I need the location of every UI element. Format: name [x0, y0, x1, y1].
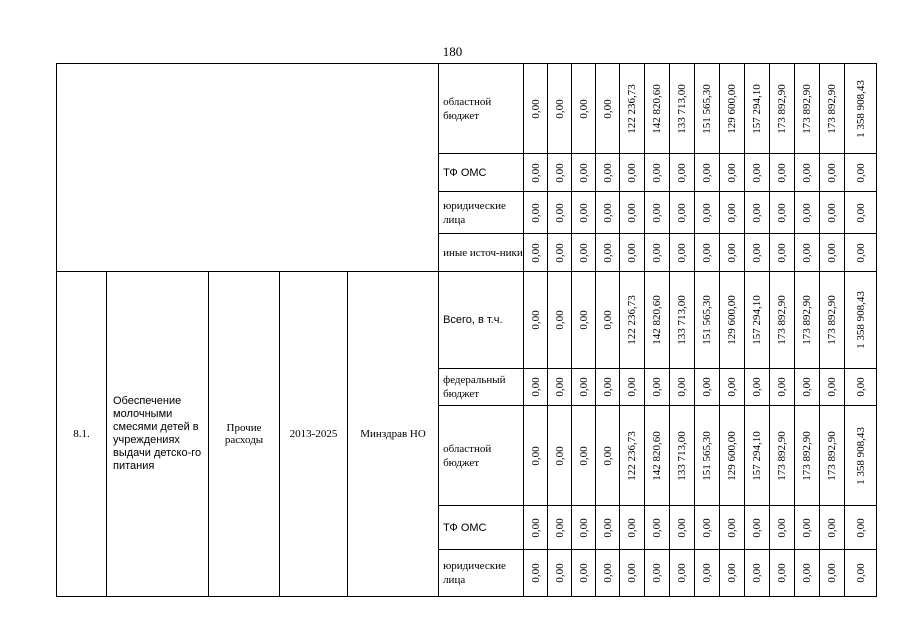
funding-source: иные источ-ники	[439, 234, 524, 272]
amount-cell	[770, 234, 795, 272]
amount-value: 0,00	[751, 517, 764, 538]
amount-value: 0,00	[776, 242, 789, 263]
amount-value: 129 600,00	[726, 83, 739, 134]
amount-value: 0,00	[826, 162, 839, 183]
amount-value: 0,00	[529, 445, 542, 466]
amount-cell	[596, 550, 620, 597]
amount-value: 0,00	[601, 202, 614, 223]
amount-cell	[795, 192, 820, 234]
amount-value: 0,00	[776, 377, 789, 397]
amount-value: 0,00	[529, 310, 542, 330]
amount-cell	[745, 192, 770, 234]
executor: Минздрав НО	[348, 272, 439, 597]
amount-cell	[670, 154, 695, 192]
funding-source: ТФ ОМС	[439, 506, 524, 550]
amount-value: 0,00	[577, 310, 590, 330]
amount-value: 0,00	[854, 242, 867, 263]
amount-value: 0,00	[601, 445, 614, 466]
table-row	[57, 272, 877, 369]
amount-value: 0,00	[601, 162, 614, 183]
amount-cell	[795, 406, 820, 506]
amount-cell	[645, 369, 670, 406]
amount-cell	[596, 506, 620, 550]
amount-value: 0,00	[651, 242, 664, 263]
amount-value: 157 294,10	[751, 83, 764, 134]
amount-value: 0,00	[651, 563, 664, 583]
amount-cell	[645, 192, 670, 234]
amount-value: 0,00	[676, 202, 689, 223]
amount-cell	[524, 272, 548, 369]
amount-cell	[695, 64, 720, 154]
amount-cell	[548, 506, 572, 550]
amount-value: 0,00	[801, 377, 814, 397]
amount-cell	[524, 64, 548, 154]
amount-value: 0,00	[577, 202, 590, 223]
amount-value: 157 294,10	[751, 295, 764, 345]
amount-value: 0,00	[601, 517, 614, 538]
amount-cell	[720, 506, 745, 550]
amount-value: 0,00	[529, 242, 542, 263]
amount-cell	[620, 506, 645, 550]
amount-cell	[770, 272, 795, 369]
amount-cell	[745, 506, 770, 550]
amount-value: 0,00	[776, 202, 789, 223]
amount-cell	[695, 192, 720, 234]
table-row	[57, 64, 877, 154]
item-number: 8.1.	[57, 272, 107, 597]
amount-value: 122 236,73	[626, 83, 639, 134]
amount-value: 0,00	[651, 517, 664, 538]
amount-cell	[695, 550, 720, 597]
amount-cell	[820, 234, 845, 272]
amount-value: 173 892,90	[801, 295, 814, 345]
amount-cell	[524, 406, 548, 506]
amount-cell	[548, 192, 572, 234]
amount-cell	[845, 550, 877, 597]
amount-cell	[596, 369, 620, 406]
amount-value: 0,00	[676, 517, 689, 538]
amount-cell	[820, 192, 845, 234]
amount-value: 0,00	[529, 377, 542, 397]
amount-cell	[720, 154, 745, 192]
amount-cell	[645, 272, 670, 369]
amount-cell	[524, 234, 548, 272]
amount-cell	[596, 64, 620, 154]
expense-type: Прочие расходы	[209, 272, 280, 597]
amount-value: 0,00	[601, 563, 614, 583]
amount-value: 0,00	[726, 563, 739, 583]
amount-cell	[670, 234, 695, 272]
amount-value: 0,00	[676, 377, 689, 397]
amount-value: 0,00	[751, 563, 764, 583]
amount-cell	[620, 154, 645, 192]
amount-value: 0,00	[676, 242, 689, 263]
budget-table	[56, 63, 877, 597]
amount-cell	[695, 406, 720, 506]
amount-cell	[670, 64, 695, 154]
amount-value: 0,00	[701, 202, 714, 223]
amount-value: 0,00	[626, 162, 639, 183]
amount-cell	[770, 192, 795, 234]
amount-value: 0,00	[529, 563, 542, 583]
amount-cell	[596, 154, 620, 192]
amount-value: 0,00	[577, 563, 590, 583]
amount-cell	[820, 506, 845, 550]
amount-value: 0,00	[826, 517, 839, 538]
amount-value: 0,00	[726, 377, 739, 397]
amount-value: 0,00	[701, 377, 714, 397]
amount-value: 0,00	[776, 517, 789, 538]
amount-cell	[845, 369, 877, 406]
amount-cell	[572, 192, 596, 234]
amount-value: 0,00	[801, 242, 814, 263]
amount-value: 0,00	[854, 563, 867, 583]
amount-cell	[670, 506, 695, 550]
amount-cell	[745, 550, 770, 597]
amount-cell	[695, 154, 720, 192]
amount-cell	[548, 369, 572, 406]
amount-value: 0,00	[553, 377, 566, 397]
amount-value: 0,00	[626, 377, 639, 397]
amount-value: 0,00	[529, 162, 542, 183]
amount-value: 0,00	[553, 517, 566, 538]
amount-value: 173 892,90	[826, 295, 839, 345]
amount-cell	[620, 234, 645, 272]
amount-value: 151 565,30	[701, 295, 714, 345]
amount-cell	[820, 406, 845, 506]
amount-value: 0,00	[701, 162, 714, 183]
amount-cell	[795, 506, 820, 550]
amount-cell	[620, 64, 645, 154]
amount-cell	[670, 406, 695, 506]
amount-value: 173 892,90	[801, 83, 814, 134]
amount-value: 0,00	[553, 310, 566, 330]
amount-cell	[596, 406, 620, 506]
amount-value: 0,00	[826, 563, 839, 583]
funding-source: Всего, в т.ч.	[439, 272, 524, 369]
amount-cell	[845, 406, 877, 506]
amount-value: 151 565,30	[701, 83, 714, 134]
amount-value: 1 358 908,43	[854, 79, 867, 138]
merged-empty-cell	[57, 64, 439, 272]
amount-value: 0,00	[726, 517, 739, 538]
amount-value: 0,00	[651, 377, 664, 397]
amount-value: 129 600,00	[726, 430, 739, 481]
amount-cell	[695, 369, 720, 406]
amount-cell	[524, 369, 548, 406]
amount-cell	[845, 64, 877, 154]
amount-cell	[645, 234, 670, 272]
amount-value: 151 565,30	[701, 430, 714, 481]
amount-cell	[524, 506, 548, 550]
amount-value: 0,00	[626, 202, 639, 223]
amount-value: 0,00	[701, 242, 714, 263]
amount-cell	[720, 406, 745, 506]
amount-cell	[745, 406, 770, 506]
amount-value: 0,00	[801, 162, 814, 183]
amount-cell	[745, 154, 770, 192]
funding-source: областной бюджет	[439, 406, 524, 506]
amount-cell	[770, 154, 795, 192]
amount-cell	[620, 550, 645, 597]
amount-value: 0,00	[751, 242, 764, 263]
amount-cell	[670, 192, 695, 234]
amount-value: 0,00	[553, 242, 566, 263]
funding-source: юридические лица	[439, 192, 524, 234]
amount-value: 0,00	[701, 563, 714, 583]
amount-cell	[670, 272, 695, 369]
amount-value: 129 600,00	[726, 295, 739, 345]
amount-value: 0,00	[751, 202, 764, 223]
amount-cell	[572, 506, 596, 550]
amount-value: 0,00	[751, 162, 764, 183]
amount-cell	[720, 234, 745, 272]
amount-value: 0,00	[826, 377, 839, 397]
funding-source: юридические лица	[439, 550, 524, 597]
amount-cell	[770, 369, 795, 406]
amount-value: 0,00	[577, 445, 590, 466]
amount-cell	[745, 64, 770, 154]
amount-value: 0,00	[826, 242, 839, 263]
amount-cell	[572, 234, 596, 272]
amount-cell	[548, 272, 572, 369]
amount-value: 142 820,60	[651, 295, 664, 345]
amount-value: 0,00	[553, 98, 566, 119]
amount-cell	[596, 192, 620, 234]
amount-value: 173 892,90	[776, 430, 789, 481]
amount-cell	[548, 64, 572, 154]
amount-cell	[720, 64, 745, 154]
amount-cell	[572, 64, 596, 154]
amount-cell	[820, 550, 845, 597]
amount-cell	[720, 192, 745, 234]
amount-value: 0,00	[651, 202, 664, 223]
amount-cell	[620, 272, 645, 369]
amount-cell	[695, 272, 720, 369]
amount-cell	[572, 369, 596, 406]
amount-value: 0,00	[553, 563, 566, 583]
amount-cell	[770, 64, 795, 154]
amount-cell	[572, 550, 596, 597]
amount-cell	[670, 550, 695, 597]
amount-value: 0,00	[701, 517, 714, 538]
amount-value: 0,00	[676, 563, 689, 583]
amount-value: 0,00	[601, 377, 614, 397]
amount-value: 0,00	[854, 377, 867, 397]
amount-cell	[548, 154, 572, 192]
amount-cell	[524, 154, 548, 192]
amount-value: 0,00	[801, 202, 814, 223]
amount-value: 0,00	[801, 563, 814, 583]
amount-cell	[770, 550, 795, 597]
amount-cell	[620, 406, 645, 506]
amount-value: 0,00	[601, 310, 614, 330]
amount-cell	[645, 550, 670, 597]
amount-value: 122 236,73	[626, 295, 639, 345]
amount-cell	[795, 154, 820, 192]
amount-cell	[524, 192, 548, 234]
amount-value: 0,00	[553, 202, 566, 223]
funding-source: областной бюджет	[439, 64, 524, 154]
amount-cell	[596, 234, 620, 272]
amount-value: 0,00	[854, 517, 867, 538]
amount-cell	[745, 234, 770, 272]
amount-value: 0,00	[854, 202, 867, 223]
amount-cell	[596, 272, 620, 369]
amount-value: 0,00	[776, 162, 789, 183]
amount-cell	[795, 550, 820, 597]
amount-value: 0,00	[676, 162, 689, 183]
amount-cell	[820, 64, 845, 154]
amount-value: 0,00	[651, 162, 664, 183]
amount-cell	[820, 154, 845, 192]
amount-value: 0,00	[826, 202, 839, 223]
amount-cell	[820, 272, 845, 369]
amount-value: 0,00	[553, 162, 566, 183]
amount-value: 133 713,00	[676, 83, 689, 134]
amount-value: 0,00	[801, 517, 814, 538]
amount-cell	[572, 272, 596, 369]
amount-cell	[795, 369, 820, 406]
amount-cell	[770, 406, 795, 506]
amount-value: 173 892,90	[826, 83, 839, 134]
amount-value: 0,00	[626, 242, 639, 263]
amount-value: 133 713,00	[676, 295, 689, 345]
amount-cell	[572, 154, 596, 192]
funding-source: федеральный бюджет	[439, 369, 524, 406]
amount-cell	[745, 369, 770, 406]
amount-cell	[845, 234, 877, 272]
amount-value: 1 358 908,43	[854, 426, 867, 485]
period: 2013-2025	[280, 272, 348, 597]
amount-cell	[720, 550, 745, 597]
amount-value: 173 892,90	[826, 430, 839, 481]
amount-value: 0,00	[626, 563, 639, 583]
amount-value: 0,00	[529, 98, 542, 119]
amount-value: 0,00	[577, 242, 590, 263]
amount-cell	[820, 369, 845, 406]
amount-value: 173 892,90	[776, 295, 789, 345]
amount-value: 0,00	[626, 517, 639, 538]
amount-value: 142 820,60	[651, 430, 664, 481]
amount-value: 173 892,90	[776, 83, 789, 134]
amount-value: 0,00	[529, 202, 542, 223]
amount-cell	[645, 154, 670, 192]
page-number: 180	[442, 44, 463, 59]
amount-cell	[620, 192, 645, 234]
amount-cell	[795, 234, 820, 272]
amount-value: 0,00	[577, 377, 590, 397]
amount-cell	[795, 272, 820, 369]
amount-value: 0,00	[577, 98, 590, 119]
amount-value: 122 236,73	[626, 430, 639, 481]
amount-cell	[695, 234, 720, 272]
amount-cell	[548, 406, 572, 506]
amount-value: 0,00	[726, 202, 739, 223]
amount-cell	[845, 192, 877, 234]
amount-value: 0,00	[726, 162, 739, 183]
amount-value: 0,00	[751, 377, 764, 397]
amount-cell	[745, 272, 770, 369]
amount-cell	[670, 369, 695, 406]
amount-value: 0,00	[601, 242, 614, 263]
amount-value: 0,00	[726, 242, 739, 263]
amount-cell	[548, 234, 572, 272]
amount-cell	[548, 550, 572, 597]
amount-value: 173 892,90	[801, 430, 814, 481]
amount-value: 0,00	[577, 162, 590, 183]
amount-cell	[795, 64, 820, 154]
amount-value: 1 358 908,43	[854, 291, 867, 349]
amount-value: 157 294,10	[751, 430, 764, 481]
amount-value: 133 713,00	[676, 430, 689, 481]
amount-value: 142 820,60	[651, 83, 664, 134]
amount-value: 0,00	[577, 517, 590, 538]
item-name: Обеспечение молочными смесями детей в учреждениях выдачи детско-го питания	[107, 272, 209, 597]
amount-cell	[572, 406, 596, 506]
amount-cell	[845, 272, 877, 369]
amount-cell	[770, 506, 795, 550]
amount-value: 0,00	[553, 445, 566, 466]
amount-value: 0,00	[601, 98, 614, 119]
funding-source: ТФ ОМС	[439, 154, 524, 192]
amount-cell	[645, 64, 670, 154]
amount-cell	[695, 506, 720, 550]
amount-value: 0,00	[854, 162, 867, 183]
amount-cell	[524, 550, 548, 597]
amount-cell	[845, 506, 877, 550]
amount-cell	[720, 369, 745, 406]
amount-value: 0,00	[529, 517, 542, 538]
amount-cell	[645, 406, 670, 506]
amount-value: 0,00	[776, 563, 789, 583]
amount-cell	[620, 369, 645, 406]
amount-cell	[720, 272, 745, 369]
amount-cell	[645, 506, 670, 550]
amount-cell	[845, 154, 877, 192]
